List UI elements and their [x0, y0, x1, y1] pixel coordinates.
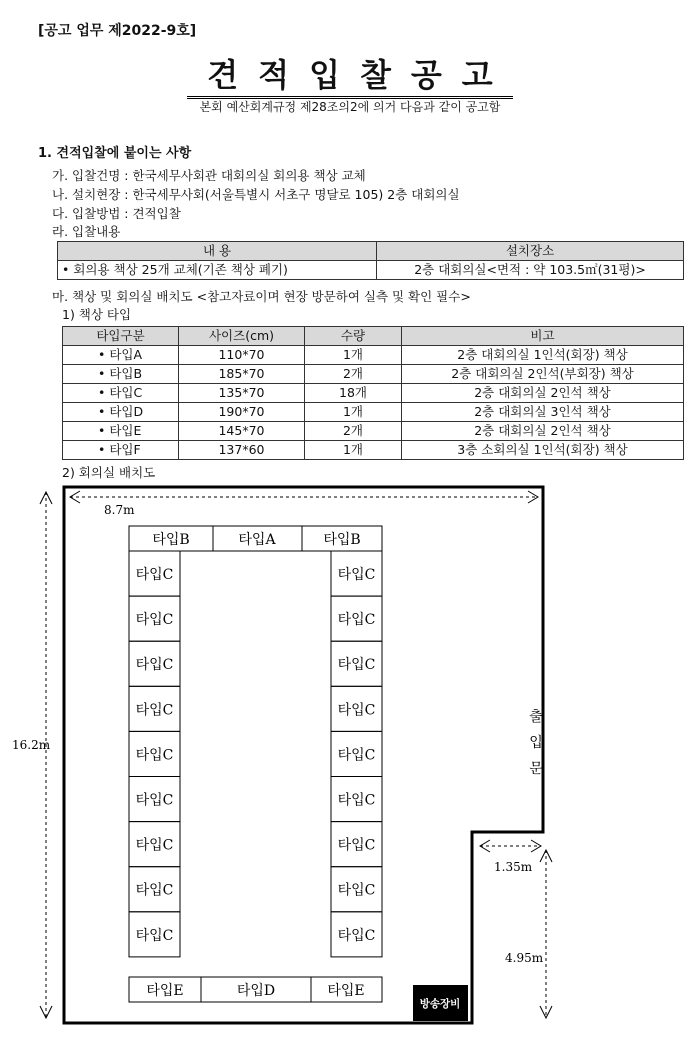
height-dimension: [40, 492, 52, 1018]
cell-qty: 1개: [305, 403, 402, 422]
cell-size: 185*70: [179, 365, 305, 384]
desk-label: 타입E: [146, 983, 184, 999]
col-size: 사이즈(cm): [179, 327, 305, 346]
cell-note: 3층 소회의실 1인석(회장) 책상: [402, 441, 684, 460]
cell-size: 137*60: [179, 441, 305, 460]
cell-qty: 2개: [305, 422, 402, 441]
item-da: 다. 입찰방법 : 견적입찰: [52, 206, 181, 221]
desk-label: 타입C: [337, 612, 376, 629]
cell-size: 135*70: [179, 384, 305, 403]
recess-width-label: 1.35m: [494, 860, 533, 874]
item-na: 나. 설치현장 : 한국세무사회(서울특별시 서초구 명달로 105) 2층 대회의실: [52, 187, 460, 202]
cell-qty: 2개: [305, 365, 402, 384]
cell-note: 2층 대회의실 3인석 책상: [402, 403, 684, 422]
desk-label: 타입C: [135, 882, 174, 899]
cell-type: • 타입B: [63, 365, 179, 384]
cell-type: • 타입D: [63, 403, 179, 422]
cell-note: 2층 대회의실 2인석 책상: [402, 384, 684, 403]
col-note: 비고: [402, 327, 684, 346]
cell-type: • 타입E: [63, 422, 179, 441]
cell-size: 190*70: [179, 403, 305, 422]
item-ga: 가. 입찰건명 : 한국세무사회관 대회의실 회의용 책상 교체: [52, 168, 366, 183]
content-header: 내 용: [58, 242, 377, 261]
cell-type: • 타입A: [63, 346, 179, 365]
page-title-text: 견적입찰공고: [187, 56, 512, 99]
desk-label: 타입B: [323, 532, 361, 548]
desk-label: 타입C: [135, 747, 174, 764]
door-label-3: 문: [529, 761, 543, 777]
cell-type: • 타입F: [63, 441, 179, 460]
desk-label: 타입C: [337, 567, 376, 583]
desk-label: 타입E: [327, 983, 365, 999]
desk-label: 타입C: [135, 927, 174, 944]
sub-desk-types: 1) 책상 타입: [62, 307, 132, 322]
door-label-1: 출: [529, 709, 543, 725]
equipment-label: 방송장비: [419, 998, 461, 1010]
desk-label: 타입B: [152, 532, 190, 548]
page-subtitle: 본회 예산회계규정 제28조의2에 의거 다음과 같이 공고함: [199, 100, 501, 114]
desk-label: 타입A: [238, 532, 276, 548]
location-header: 설치장소: [377, 242, 684, 261]
desk-label: 타입C: [135, 567, 174, 583]
col-qty: 수량: [305, 327, 402, 346]
cell-qty: 1개: [305, 441, 402, 460]
width-dimension: [70, 491, 538, 503]
desk-label: 타입C: [337, 837, 376, 854]
recess-width-dimension: [480, 840, 541, 852]
desk-label: 타입C: [337, 657, 376, 674]
item-ra: 라. 입찰내용: [52, 224, 121, 239]
cell-type: • 타입C: [63, 384, 179, 403]
desk-label: 타입C: [337, 882, 376, 899]
desk-label: 타입C: [337, 927, 376, 944]
cell-note: 2층 대회의실 2인석 책상: [402, 422, 684, 441]
section-heading: 1. 견적입찰에 붙이는 사항: [38, 146, 192, 161]
col-type: 타입구분: [63, 327, 179, 346]
door-label-2: 입: [529, 735, 543, 751]
height-label: 16.2m: [12, 738, 51, 752]
desk-label: 타입C: [135, 702, 174, 719]
desk-label: 타입C: [135, 792, 174, 809]
content-cell: • 회의용 책상 25개 교체(기존 책상 폐기): [58, 261, 377, 280]
recess-height-label: 4.95m: [505, 951, 544, 965]
cell-note: 2층 대회의실 1인석(회장) 책상: [402, 346, 684, 365]
desk-label: 타입C: [135, 837, 174, 854]
desk-label: 타입C: [337, 792, 376, 809]
desk-label: 타입D: [236, 983, 276, 999]
recess-height-dimension: [540, 850, 552, 1018]
desk-label: 타입C: [135, 657, 174, 674]
cell-qty: 18개: [305, 384, 402, 403]
desk-label: 타입C: [135, 612, 174, 629]
cell-size: 110*70: [179, 346, 305, 365]
cell-size: 145*70: [179, 422, 305, 441]
location-cell: 2층 대회의실<면적 : 약 103.5㎡(31평)>: [377, 261, 684, 280]
cell-qty: 1개: [305, 346, 402, 365]
notice-number: [공고 업무 제2022-9호]: [38, 23, 197, 39]
desk-label: 타입C: [337, 747, 376, 764]
item-ma: 마. 책상 및 회의실 배치도 <참고자료이며 현장 방문하여 실측 및 확인 필수>: [52, 289, 471, 304]
sub-room-layout: 2) 회의실 배치도: [62, 465, 156, 480]
cell-note: 2층 대회의실 2인석(부회장) 책상: [402, 365, 684, 384]
desk-label: 타입C: [337, 702, 376, 719]
width-label: 8.7m: [104, 503, 135, 517]
